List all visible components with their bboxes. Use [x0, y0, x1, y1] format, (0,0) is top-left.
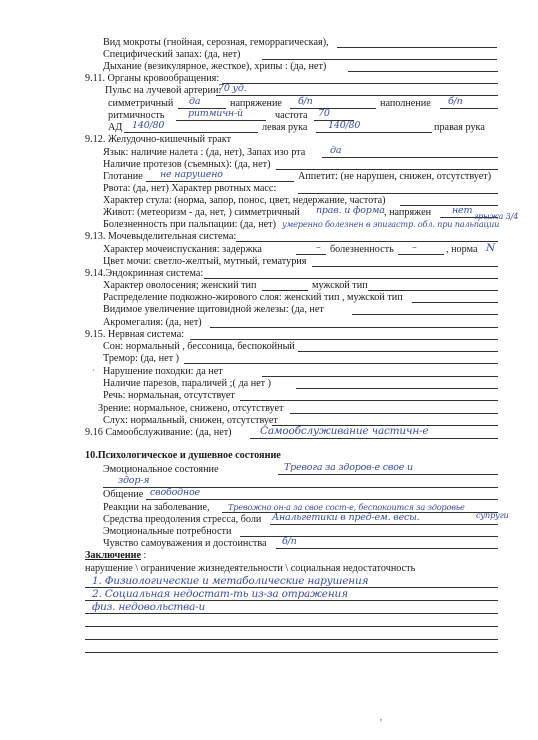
- reaction-handwritten-cont: супруги: [476, 510, 509, 520]
- filling-label: наполнение: [380, 98, 431, 109]
- left-arm-label: левая рука: [262, 122, 308, 133]
- right-arm-label: правая рука: [434, 122, 485, 133]
- breathing-line: [348, 71, 498, 72]
- endocrine-heading: 9.14.Эндокринная система:: [85, 268, 204, 279]
- swallowing-handwritten: не нарушено: [160, 169, 223, 180]
- conclusion-line-1-handwritten: 1. Физиологические и метаболические нарушения: [92, 575, 369, 587]
- sputum-type-line: [337, 47, 497, 48]
- conclusion-line-3-handwritten: физ. недовольства-и: [92, 601, 206, 613]
- sleep-line: [298, 351, 498, 352]
- conclusion-line-4: [85, 626, 498, 627]
- communication-line: [146, 499, 498, 500]
- nervous-heading: 9.15. Нервная система:: [85, 329, 185, 340]
- bp-right-handwritten: 140/80: [328, 120, 361, 131]
- smell-line: [262, 59, 497, 60]
- emotional-handwritten-cont: здор-я: [118, 475, 150, 486]
- gi-heading: 9.12. Желудочно-кишечный тракт: [85, 134, 232, 145]
- acromegaly-label: Акромегалия: (да, нет): [103, 317, 202, 328]
- communication-handwritten: свободное: [150, 487, 200, 498]
- hair-male-line: [368, 290, 498, 291]
- rhythm-line: [176, 120, 266, 121]
- speech-label: Речь: нормальная, отсутствует: [103, 390, 235, 401]
- conclusion-line-6: [85, 652, 498, 653]
- tremor-label: Тремор: (да, нет ): [103, 353, 180, 364]
- bp-label: АД: [108, 122, 123, 133]
- conclusion-line-3: [85, 613, 498, 614]
- psych-heading: 10.Психологическое и душевное состояние: [85, 450, 281, 461]
- margin-dot: ·: [92, 366, 95, 375]
- conclusion-line-2-handwritten: 2. Социальная недостат-ть из-за отражения: [92, 588, 348, 600]
- paresis-label: Наличие парезов, параличей ;( да нет ): [103, 378, 272, 389]
- norm-label: , норма: [446, 244, 478, 255]
- emotional-label: Эмоциональное состояние: [103, 464, 219, 475]
- dignity-label: Чувство самоуважения и достоинства: [103, 538, 267, 549]
- sleep-label: Сон: нормальный , бессоница, беспокойный: [103, 341, 295, 352]
- palpation-label: Болезненность при пальпации: (да, нет): [103, 219, 277, 230]
- emotional-handwritten: Тревога за здоров-е свое и: [284, 462, 413, 473]
- endocrine-line: [204, 278, 498, 279]
- fat-line: [412, 302, 498, 303]
- dignity-handwritten: б/п: [282, 536, 297, 547]
- norm-handwritten: N: [486, 242, 495, 254]
- smell-label: Специфический запах: (да, нет): [103, 49, 241, 60]
- tongue-label: Язык: наличие налета : (да, нет), Запах изо рта: [103, 147, 306, 158]
- hair-female-line: [262, 290, 308, 291]
- dentures-label: Наличие протезов (съемных): (да, нет): [103, 159, 271, 170]
- vision-line: [290, 413, 498, 414]
- circulation-heading: 9.11. Органы кровообращения:: [85, 73, 220, 84]
- tense-label: , напряжен: [384, 207, 432, 218]
- circulation-line: [222, 83, 498, 84]
- frequency-label: частота: [275, 110, 308, 121]
- conclusion-line-5: [85, 639, 498, 640]
- bp-left-line: [124, 132, 258, 133]
- abdomen-handwritten: прав. и форма: [316, 205, 385, 216]
- urination-pain-label: болезненность: [330, 244, 394, 255]
- selfcare-handwritten: Самообслуживание частичн-е: [260, 425, 429, 437]
- stool-label: Характер стула: (норма, запор, понос, цвет, недержание, частота): [103, 195, 386, 206]
- urination-pain-handwritten: –: [412, 242, 417, 253]
- symmetric-label: симметричный: [108, 98, 174, 109]
- dignity-line: [276, 548, 498, 549]
- footer-mark: ': [380, 718, 382, 729]
- filling-line: [440, 108, 498, 109]
- breath-odor-handwritten: да: [330, 145, 342, 156]
- stress-line: [270, 524, 498, 525]
- rhythm-label: ритмичность: [108, 110, 165, 121]
- thyroid-line: [352, 314, 498, 315]
- tension-value-handwritten: б/п: [298, 96, 313, 107]
- hearing-label: Слух: нормальный, снижен, отсутствует: [103, 415, 278, 426]
- conclusion-heading: [85, 550, 146, 562]
- urine-color-label: Цвет мочи: светло-желтый, мутный, гематурия: [103, 256, 307, 267]
- tense-handwritten: нет: [452, 205, 473, 216]
- communication-label: Общение: [103, 489, 144, 500]
- tension-label: напряжение: [230, 98, 282, 109]
- bp-right-line: [316, 132, 432, 133]
- pulse-value-handwritten: 70 уд.: [218, 83, 247, 94]
- sputum-type-label: Вид мокроты (гнойная, серозная, геморрагическая),: [103, 37, 329, 48]
- hair-male-label: мужской тип: [312, 280, 368, 291]
- tremor-line: [184, 363, 498, 364]
- vomit-line: [298, 193, 498, 194]
- urination-pain-line: [398, 254, 444, 255]
- hernia-handwritten: грыжа 3/4: [474, 211, 519, 221]
- fat-label: Распределение подкожно-жирового слоя: женский тип , мужской тип: [103, 292, 403, 303]
- stress-handwritten: Анальгетики в пред-ем. весы.: [272, 512, 420, 523]
- stress-label: Средства преодоления стресса, боли: [103, 514, 262, 525]
- conclusion-heading-text: Заключение: [85, 550, 141, 561]
- acromegaly-line: [210, 327, 498, 328]
- symmetric-value-handwritten: да: [189, 96, 201, 107]
- abdomen-label: Живот: (метеоризм - да, нет, ) симметричный: [103, 207, 300, 218]
- filling-value-handwritten: б/п: [448, 96, 463, 107]
- pulse-label: Пульс на лучевой артерии:: [105, 85, 222, 96]
- selfcare-label: 9.16 Самообслуживание: (да, нет): [85, 427, 232, 438]
- needs-label: Эмоциональные потребности: [103, 526, 232, 537]
- emotional-line: [278, 474, 498, 475]
- frequency-value-handwritten: 70: [318, 108, 330, 119]
- hair-label: Характер оволосения; женский тип: [103, 280, 257, 291]
- urination-label: Характер мочеиспускания: задержка: [103, 244, 262, 255]
- retention-handwritten: –: [316, 242, 321, 253]
- conclusion-options: нарушение \ ограничение жизнедеятельности \ социальная недостаточность: [85, 563, 416, 574]
- gait-line: [262, 376, 498, 377]
- swallowing-line: [146, 181, 294, 182]
- needs-line: [240, 536, 498, 537]
- reaction-handwritten: Тревожно он-а за свое сост-е, беспокоится за здоровье: [228, 502, 465, 512]
- vision-label: Зрение: нормальное, снижено, отсутствует: [98, 403, 284, 414]
- tongue-line: [322, 157, 498, 158]
- tension-line: [290, 108, 376, 109]
- stool-line: [400, 205, 498, 206]
- vomit-label: Рвота: (да, нет) Характер рвотных масс:: [103, 183, 277, 194]
- swallowing-label: Глотание: [103, 171, 143, 182]
- nervous-line: [190, 339, 498, 340]
- paresis-line: [296, 388, 498, 389]
- reaction-label: Реакции на заболевание,: [103, 502, 210, 513]
- retention-line: [296, 254, 326, 255]
- dentures-line: [276, 169, 498, 170]
- urine-color-line: [312, 266, 498, 267]
- rhythm-value-handwritten: ритмичн-й: [188, 108, 243, 119]
- urinary-heading: 9.13. Мочевыделительная система:: [85, 231, 237, 242]
- selfcare-line: [250, 438, 498, 439]
- bp-left-handwritten: 140/80: [132, 120, 165, 131]
- palpation-handwritten: умеренно болезнен в эпигастр. обл. при пальпации: [282, 219, 500, 229]
- appetite-label: Аппетит: (не нарушен, снижен, отсутствует): [298, 171, 492, 182]
- thyroid-label: Видимое увеличение щитовидной железы: (да, нет: [103, 304, 324, 315]
- urinary-line: [236, 241, 498, 242]
- breathing-label: Дыхание (везикулярное, жесткое), хрипы : (да, нет): [103, 61, 327, 72]
- conclusion-colon: :: [140, 550, 147, 561]
- speech-line: [240, 400, 498, 401]
- gait-label: Нарушение походки: да нет: [103, 366, 223, 377]
